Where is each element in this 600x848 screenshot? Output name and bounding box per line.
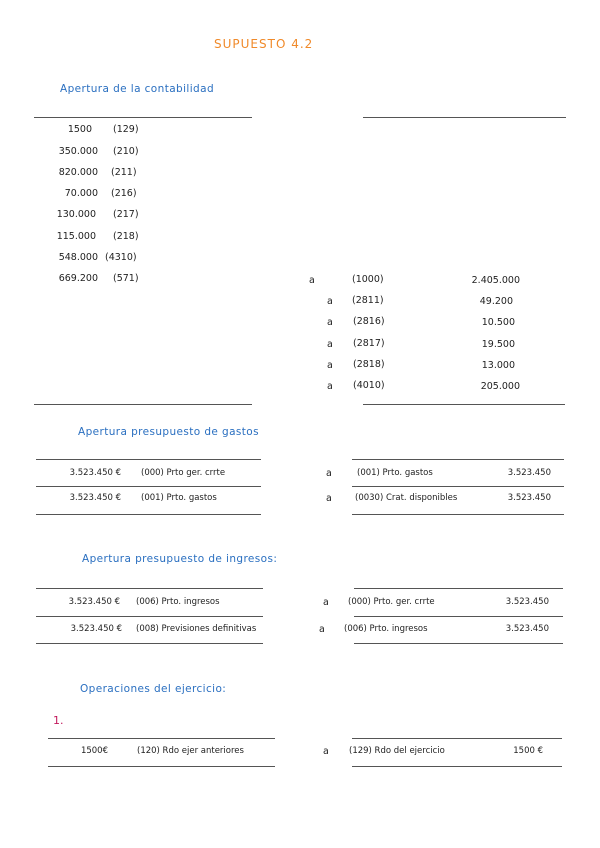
debe-amount: 115.000 — [56, 231, 96, 242]
ingresos-debe-amount: 3.523.450 € — [68, 597, 120, 607]
gastos-haber-account: (001) Prto. gastos — [357, 468, 433, 478]
debe-amount: 130.000 — [56, 209, 96, 220]
divider — [34, 404, 252, 405]
operacion-debe-account: (120) Rdo ejer anteriores — [137, 746, 244, 756]
haber-a: a — [327, 381, 333, 392]
operacion-a: a — [323, 746, 329, 757]
divider — [36, 616, 263, 617]
haber-account: (1000) — [352, 274, 384, 285]
haber-a: a — [327, 339, 333, 350]
gastos-haber-account: (0030) Crat. disponibles — [355, 493, 458, 503]
haber-account: (2811) — [352, 295, 384, 306]
haber-account: (4010) — [353, 380, 385, 391]
debe-amount: 1500 — [67, 124, 92, 135]
debe-amount: 820.000 — [58, 167, 98, 178]
divider — [352, 766, 562, 767]
haber-amount: 205.000 — [480, 381, 520, 392]
haber-account: (2816) — [353, 316, 385, 327]
divider — [352, 486, 564, 487]
divider — [48, 766, 275, 767]
debe-account: (129) — [113, 124, 139, 135]
ingresos-debe-account: (008) Previsiones definitivas — [136, 624, 257, 634]
section-heading-ingresos: Apertura presupuesto de ingresos: — [82, 553, 278, 565]
debe-amount: 70.000 — [64, 188, 98, 199]
haber-amount: 10.500 — [481, 317, 515, 328]
gastos-debe-account: (001) Prto. gastos — [141, 493, 217, 503]
ingresos-debe-account: (006) Prto. ingresos — [136, 597, 220, 607]
ingresos-a: a — [323, 597, 329, 608]
debe-account: (216) — [111, 188, 137, 199]
divider — [352, 738, 562, 739]
debe-amount: 548.000 — [58, 252, 98, 263]
divider — [36, 514, 261, 515]
haber-amount: 13.000 — [481, 360, 515, 371]
haber-a: a — [327, 317, 333, 328]
debe-account: (211) — [111, 167, 137, 178]
divider — [363, 117, 566, 118]
ingresos-haber-account: (000) Prto. ger. crrte — [348, 597, 435, 607]
ingresos-a: a — [319, 624, 325, 635]
haber-amount: 2.405.000 — [471, 275, 520, 286]
section-heading-apertura: Apertura de la contabilidad — [60, 83, 215, 95]
debe-account: (4310) — [105, 252, 137, 263]
haber-amount: 49.200 — [479, 296, 513, 307]
divider — [363, 404, 565, 405]
haber-a: a — [309, 275, 315, 286]
gastos-haber-amount: 3.523.450 — [507, 493, 551, 503]
section-heading-operaciones: Operaciones del ejercicio: — [80, 683, 227, 695]
gastos-debe-amount: 3.523.450 € — [69, 493, 121, 503]
operacion-haber-account: (129) Rdo del ejercicio — [349, 746, 445, 756]
section-heading-gastos: Apertura presupuesto de gastos — [78, 426, 259, 438]
ingresos-debe-amount: 3.523.450 € — [70, 624, 122, 634]
divider — [354, 616, 563, 617]
gastos-debe-amount: 3.523.450 € — [69, 468, 121, 478]
haber-a: a — [327, 296, 333, 307]
ingresos-haber-amount: 3.523.450 — [505, 624, 549, 634]
divider — [354, 643, 563, 644]
divider — [36, 459, 261, 460]
gastos-a: a — [326, 493, 332, 504]
divider — [36, 588, 263, 589]
haber-account: (2817) — [353, 338, 385, 349]
ingresos-haber-account: (006) Prto. ingresos — [344, 624, 428, 634]
debe-account: (218) — [113, 231, 139, 242]
page-title: SUPUESTO 4.2 — [214, 37, 314, 51]
haber-a: a — [327, 360, 333, 371]
gastos-a: a — [326, 468, 332, 479]
debe-account: (571) — [113, 273, 139, 284]
gastos-haber-amount: 3.523.450 — [507, 468, 551, 478]
debe-account: (217) — [113, 209, 139, 220]
divider — [34, 117, 252, 118]
operation-number: 1. — [53, 714, 64, 727]
divider — [352, 514, 564, 515]
operacion-haber-amount: 1500 € — [513, 746, 543, 756]
divider — [36, 643, 263, 644]
haber-amount: 19.500 — [481, 339, 515, 350]
ingresos-haber-amount: 3.523.450 — [505, 597, 549, 607]
debe-amount: 350.000 — [58, 146, 98, 157]
divider — [48, 738, 275, 739]
gastos-debe-account: (000) Prto ger. crrte — [141, 468, 226, 478]
divider — [352, 459, 564, 460]
operacion-debe-amount: 1500€ — [80, 746, 108, 756]
divider — [354, 588, 563, 589]
haber-account: (2818) — [353, 359, 385, 370]
debe-account: (210) — [113, 146, 139, 157]
debe-amount: 669.200 — [58, 273, 98, 284]
divider — [36, 486, 261, 487]
